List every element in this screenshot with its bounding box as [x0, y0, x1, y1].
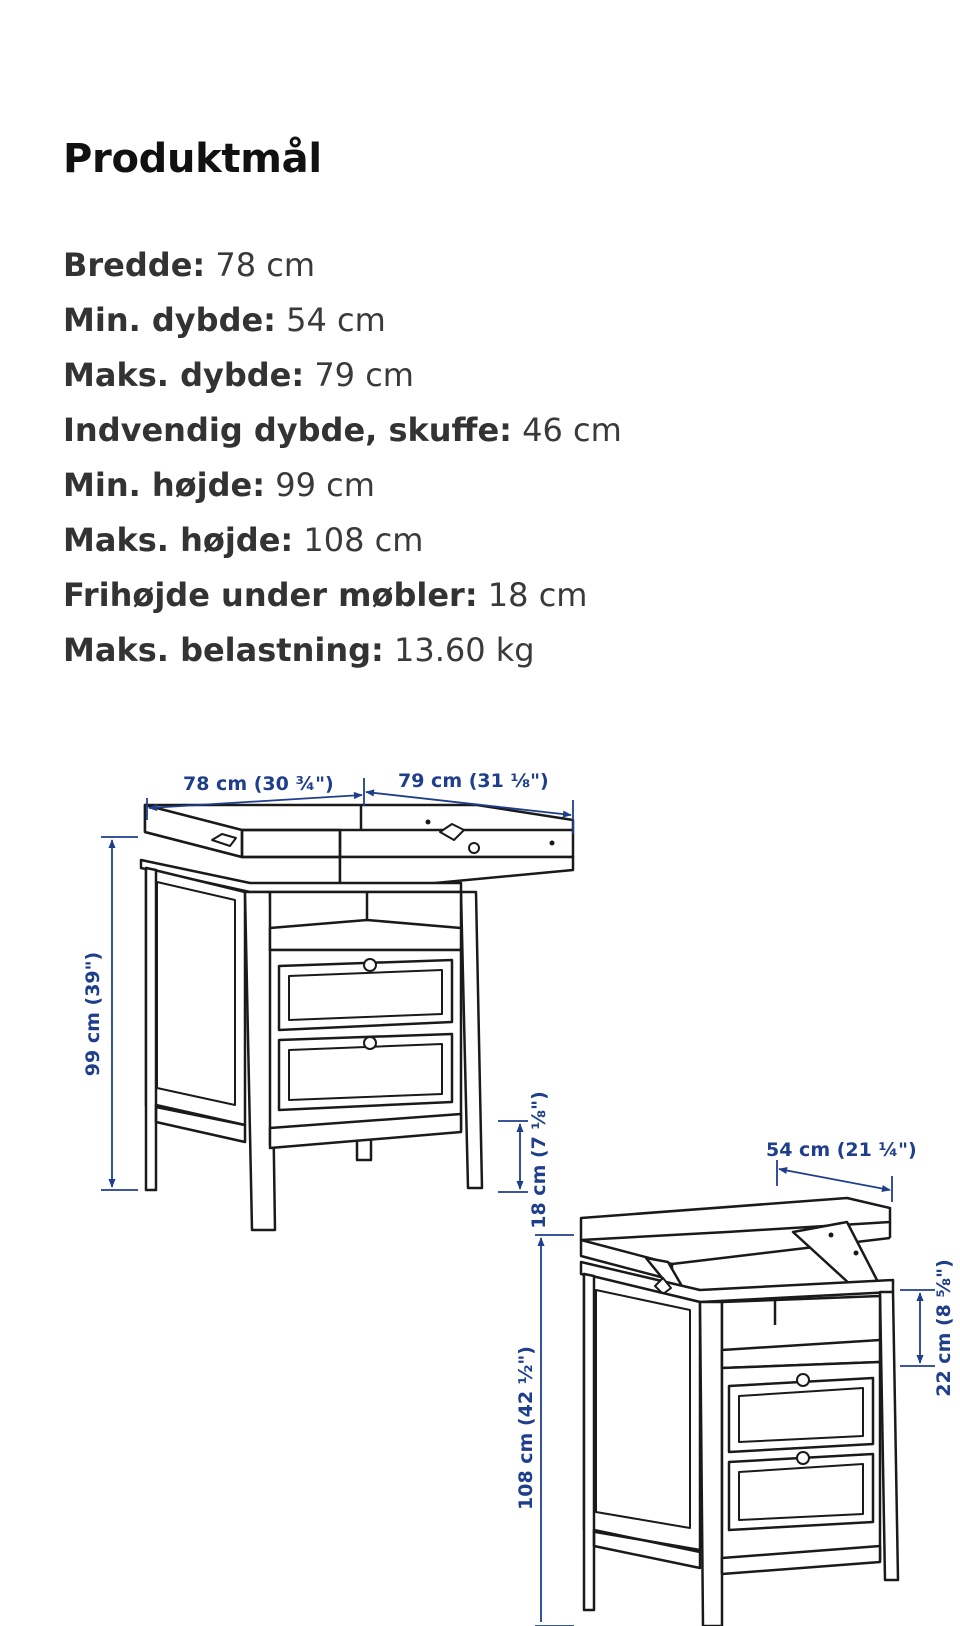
spec-value: 78 cm — [215, 246, 316, 284]
changing-table-open-drawing — [141, 805, 573, 1230]
spec-label: Maks. højde: — [63, 521, 294, 559]
spec-value: 46 cm — [522, 411, 622, 449]
spec-value: 13.60 kg — [393, 631, 535, 669]
spec-label: Maks. belastning: — [63, 631, 384, 669]
spec-value: 108 cm — [303, 521, 424, 559]
spec-value: 18 cm — [487, 576, 588, 614]
open-depth-dimension-label: 79 cm (31 ⅛") — [398, 770, 549, 792]
width-dimension-label: 78 cm (30 ¾") — [183, 773, 334, 795]
max-height-dimension-label: 108 cm (42 ½") — [515, 1346, 537, 1510]
rail-height-dimension-label: 22 cm (8 ⅝") — [933, 1259, 955, 1397]
clearance-dimension-label: 18 cm (7 ⅛") — [528, 1091, 550, 1229]
spec-value: 79 cm — [314, 356, 414, 394]
closed-depth-dimension-label: 54 cm (21 ¼") — [766, 1139, 917, 1161]
spec-label: Min. dybde: — [63, 301, 276, 339]
spec-label: Indvendig dybde, skuffe: — [63, 411, 512, 449]
spec-label: Min. højde: — [63, 466, 266, 504]
changing-table-closed-drawing — [581, 1198, 898, 1626]
spec-label: Bredde: — [63, 246, 206, 284]
page-title: Produktmål — [63, 136, 322, 182]
min-height-dimension-label: 99 cm (39") — [82, 951, 104, 1077]
spec-label: Maks. dybde: — [63, 356, 305, 394]
spec-label: Frihøjde under møbler: — [63, 576, 478, 614]
spec-value: 54 cm — [286, 301, 386, 339]
spec-value: 99 cm — [275, 466, 375, 504]
